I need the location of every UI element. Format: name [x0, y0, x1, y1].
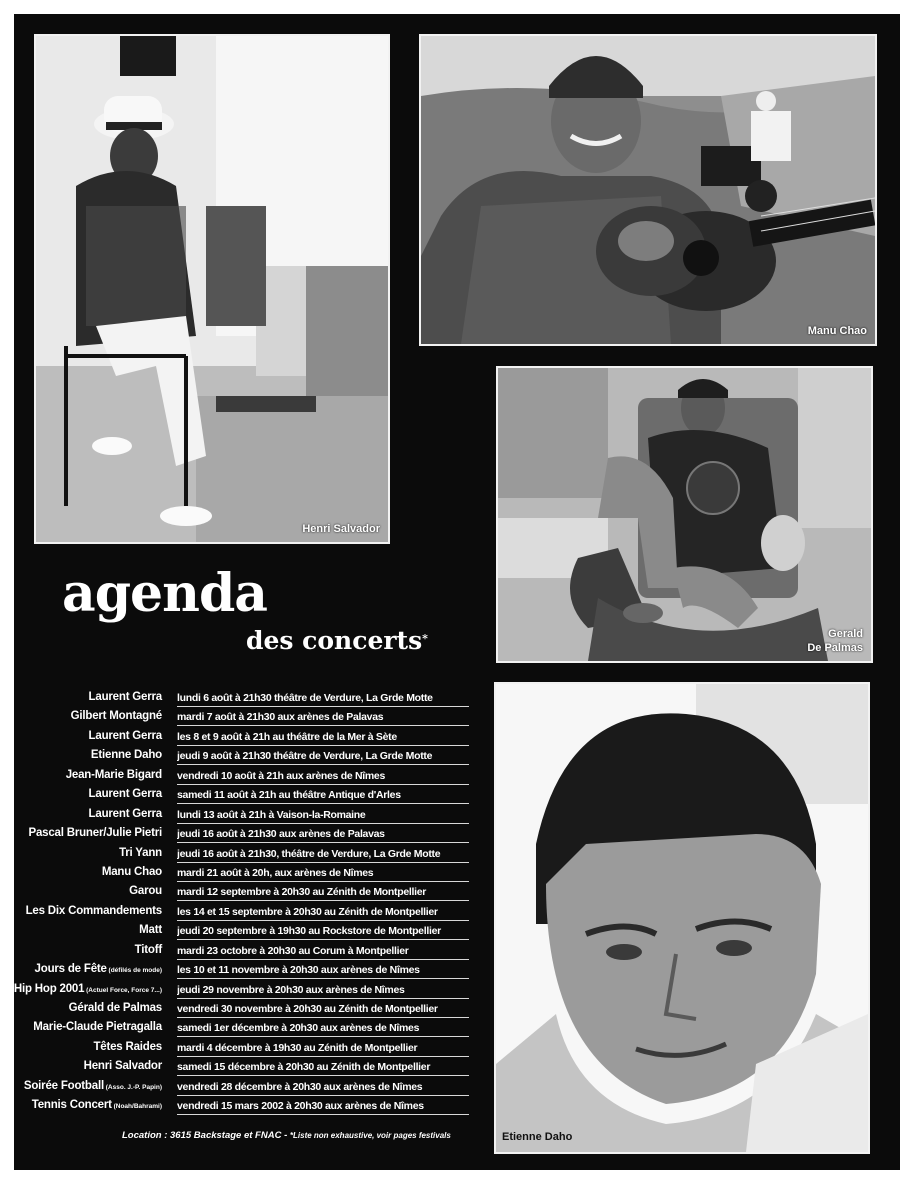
photo-caption: Etienne Daho: [502, 1131, 573, 1143]
agenda-event: samedi 11 août à 21h au théâtre Antique d'Arles: [177, 788, 469, 804]
photo-gerald-de-palmas: [496, 366, 873, 663]
photo-etienne-daho: [494, 682, 870, 1154]
artist-name: Garou: [129, 885, 162, 898]
artist-name: Henri Salvador: [83, 1060, 162, 1073]
agenda-row: [14, 825, 484, 844]
agenda-artist: [66, 769, 162, 781]
agenda-event: les 14 et 15 septembre à 20h30 au Zénith de Montpellier: [177, 905, 469, 921]
agenda-event: jeudi 29 novembre à 20h30 aux arènes de Nîmes: [177, 983, 469, 999]
agenda-artist: [33, 1021, 162, 1033]
agenda-row: [14, 981, 484, 1000]
agenda-event: jeudi 9 août à 21h30 théâtre de Verdure, La Grde Motte: [177, 749, 469, 765]
agenda-event: les 10 et 11 novembre à 20h30 aux arènes de Nîmes: [177, 963, 469, 979]
agenda-event: vendredi 15 mars 2002 à 20h30 aux arènes de Nîmes: [177, 1099, 469, 1115]
agenda-artist: [84, 1060, 162, 1072]
magazine-page: [14, 14, 900, 1170]
agenda-row: [14, 903, 484, 922]
artist-name: Têtes Raides: [93, 1040, 162, 1053]
agenda-artist: [89, 808, 162, 820]
agenda-event: lundi 13 août à 21h à Vaison-la-Romaine: [177, 808, 469, 824]
agenda-row: [14, 845, 484, 864]
artist-note: (Actuel Force, Force 7...): [84, 986, 162, 994]
agenda-row: [14, 1000, 484, 1019]
agenda-artist: [69, 1002, 162, 1014]
artist-name: Etienne Daho: [90, 749, 162, 762]
footer-disclaimer: *Liste non exhaustive, voir pages festivals: [289, 1131, 451, 1140]
photo-gerald-de-palmas-image: [498, 368, 871, 661]
caption-line-1: Gerald: [828, 628, 863, 640]
agenda-event: mardi 23 octobre à 20h30 au Corum à Montpellier: [177, 944, 469, 960]
artist-name: Marie-Claude Pietragalla: [33, 1021, 162, 1034]
subtitle-asterisk: *: [422, 632, 428, 645]
artist-name: Jours de Fête: [34, 963, 107, 976]
artist-name: Jean-Marie Bigard: [65, 768, 162, 781]
agenda-event: mardi 7 août à 21h30 aux arènes de Palavas: [177, 710, 469, 726]
agenda-event: jeudi 16 août à 21h30 aux arènes de Palavas: [177, 827, 469, 843]
photo-manu-chao: [419, 34, 877, 346]
page-subtitle: [246, 626, 428, 656]
artist-name: Les Dix Commandements: [25, 904, 162, 917]
artist-name: Gérald de Palmas: [68, 1002, 162, 1014]
agenda-artist: [14, 983, 162, 995]
photo-henri-salvador: [34, 34, 390, 544]
caption-line-2: De Palmas: [807, 642, 863, 654]
artist-name: Laurent Gerra: [88, 807, 162, 820]
agenda-row: [14, 922, 484, 941]
artist-name: Matt: [139, 924, 162, 937]
artist-name: Gilbert Montagné: [70, 710, 162, 723]
artist-name: Manu Chao: [101, 865, 162, 878]
agenda-row: [14, 864, 484, 883]
photo-henri-salvador-image: [36, 36, 388, 542]
page-title: agenda: [62, 563, 267, 624]
artist-note: (défilés de mode): [106, 967, 162, 975]
agenda-artist: [91, 749, 162, 761]
agenda-event: vendredi 28 décembre à 20h30 aux arènes de Nîmes: [177, 1080, 469, 1096]
agenda-row: [14, 747, 484, 766]
agenda-artist: [89, 691, 162, 703]
agenda-artist: [93, 1041, 162, 1053]
agenda-artist: [71, 710, 162, 722]
artist-note: (Asso. J.-P. Papin): [103, 1083, 162, 1091]
agenda-event: mardi 21 août à 20h, aux arènes de Nîmes: [177, 866, 469, 882]
artist-name: Tri Yann: [119, 846, 162, 859]
agenda-row: [14, 942, 484, 961]
artist-name: Laurent Gerra: [88, 691, 162, 703]
agenda-row: [14, 1058, 484, 1077]
agenda-artist: [24, 1080, 162, 1092]
agenda-event: mardi 4 décembre à 19h30 au Zénith de Montpellier: [177, 1041, 469, 1057]
agenda-event: samedi 1er décembre à 20h30 aux arènes de Nîmes: [177, 1021, 469, 1037]
agenda-event: jeudi 20 septembre à 19h30 au Rockstore de Montpellier: [177, 924, 469, 940]
footer-note: [122, 1130, 451, 1141]
agenda-artist: [28, 827, 162, 839]
artist-name: Pascal Bruner/Julie Pietri: [28, 827, 162, 840]
agenda-row: [14, 728, 484, 747]
agenda-event: mardi 12 septembre à 20h30 au Zénith de Montpellier: [177, 885, 469, 901]
agenda-row: [14, 806, 484, 825]
agenda-artist: [26, 905, 162, 917]
agenda-row: [14, 689, 484, 708]
agenda-artist: [129, 885, 162, 897]
photo-caption: Henri Salvador: [302, 523, 380, 535]
agenda-artist: [139, 924, 162, 936]
photo-caption: Manu Chao: [807, 325, 867, 337]
photo-caption: [807, 627, 863, 655]
agenda-event: vendredi 30 novembre à 20h30 au Zénith de Montpellier: [177, 1002, 469, 1018]
artist-name: Laurent Gerra: [88, 788, 162, 801]
agenda-artist: [135, 944, 162, 956]
artist-note: (Noah/Bahrami): [111, 1103, 162, 1111]
concert-agenda-list: [14, 689, 484, 1117]
agenda-artist: [89, 730, 162, 742]
artist-name: Tennis Concert: [31, 1099, 112, 1112]
agenda-event: lundi 6 août à 21h30 théâtre de Verdure, La Grde Motte: [177, 691, 469, 707]
agenda-event: jeudi 16 août à 21h30, théâtre de Verdure, La Grde Motte: [177, 847, 469, 863]
artist-name: Titoff: [134, 943, 162, 956]
agenda-event: samedi 15 décembre à 20h30 au Zénith de Montpellier: [177, 1060, 469, 1076]
artist-name: Laurent Gerra: [88, 729, 162, 742]
agenda-row: [14, 883, 484, 902]
agenda-artist: [89, 788, 162, 800]
agenda-artist: [35, 963, 162, 975]
artist-name: Hip Hop 2001: [13, 982, 85, 995]
agenda-row: [14, 786, 484, 805]
agenda-row: [14, 961, 484, 980]
photo-etienne-daho-image: [496, 684, 868, 1152]
agenda-row: [14, 1078, 484, 1097]
agenda-event: vendredi 10 août à 21h aux arènes de Nîmes: [177, 769, 469, 785]
agenda-row: [14, 1019, 484, 1038]
agenda-artist: [102, 866, 162, 878]
agenda-row: [14, 708, 484, 727]
photo-manu-chao-image: [421, 36, 875, 344]
footer-location: Location : 3615 Backstage et FNAC -: [122, 1130, 290, 1141]
subtitle-text: des concerts: [246, 626, 423, 655]
agenda-event: les 8 et 9 août à 21h au théâtre de la Mer à Sète: [177, 730, 469, 746]
agenda-row: [14, 767, 484, 786]
agenda-artist: [119, 847, 162, 859]
artist-name: Soirée Football: [23, 1079, 104, 1092]
agenda-artist: [32, 1099, 162, 1111]
agenda-row: [14, 1039, 484, 1058]
agenda-row: [14, 1097, 484, 1116]
